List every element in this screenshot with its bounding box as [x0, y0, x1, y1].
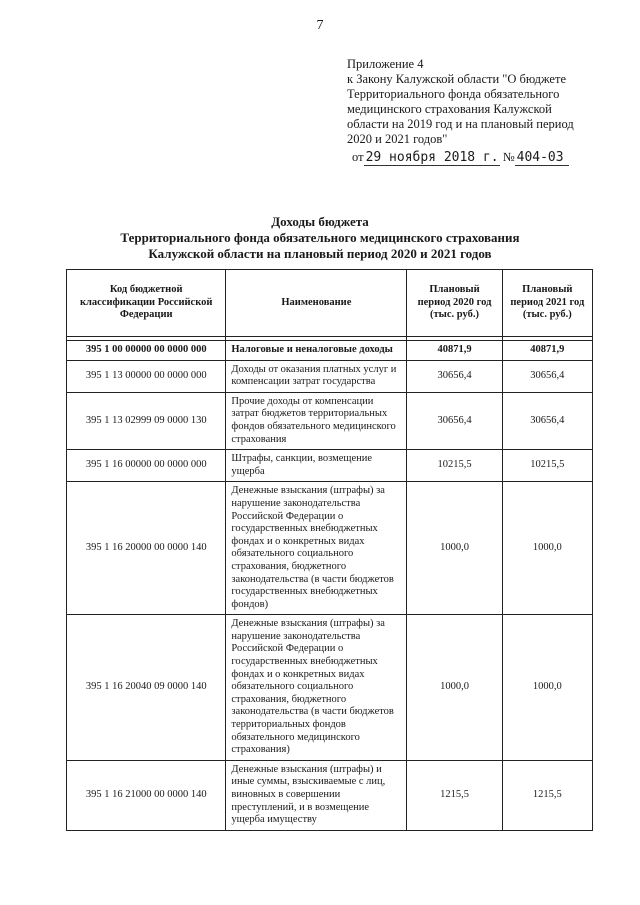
row-value-2021: 1000,0 [502, 482, 592, 615]
law-date-line [352, 150, 569, 166]
row-value-2021: 40871,9 [502, 341, 592, 361]
table-row [67, 615, 593, 761]
row-name: Доходы от оказания платных услуг и компенсации затрат государства [226, 360, 407, 392]
row-code: 395 1 16 20040 09 0000 140 [67, 615, 226, 761]
appendix-line: Территориального фонда обязательного [347, 87, 560, 101]
row-value-2020: 1000,0 [407, 482, 502, 615]
row-value-2021: 10215,5 [502, 450, 592, 482]
row-value-2021: 30656,4 [502, 392, 592, 449]
title-line: Доходы бюджета [271, 214, 369, 229]
row-code: 395 1 16 21000 00 0000 140 [67, 760, 226, 830]
title-line: Калужской области на плановый период 2020 и 2021 годов [148, 246, 492, 261]
row-value-2020: 30656,4 [407, 392, 502, 449]
appendix-line: области на 2019 год и на плановый период [347, 117, 574, 131]
row-value-2021: 1215,5 [502, 760, 592, 830]
row-code: 395 1 00 00000 00 0000 000 [67, 341, 226, 361]
appendix-line: медицинского страхования Калужской [347, 102, 552, 116]
document-title [0, 214, 640, 262]
header-2021: Плановый период 2021 год (тыс. руб.) [502, 270, 592, 337]
row-code: 395 1 16 20000 00 0000 140 [67, 482, 226, 615]
appendix-note [347, 57, 617, 147]
appendix-line: Приложение 4 [347, 57, 424, 71]
row-value-2020: 10215,5 [407, 450, 502, 482]
row-name: Прочие доходы от компенсации затрат бюджетов территориальных фондов обязательного медицинского страхования [226, 392, 407, 449]
table-row [67, 482, 593, 615]
row-value-2020: 40871,9 [407, 341, 502, 361]
law-date: 29 ноября 2018 г. [365, 150, 499, 165]
budget-revenue-table [66, 269, 593, 831]
row-value-2020: 1000,0 [407, 615, 502, 761]
title-line: Территориального фонда обязательного медицинского страхования [120, 230, 520, 245]
header-code: Код бюджетной классификации Российской Федерации [67, 270, 226, 337]
page-number: 7 [316, 18, 324, 33]
appendix-line: 2020 и 2021 годов" [347, 132, 448, 146]
row-value-2020: 30656,4 [407, 360, 502, 392]
law-number: 404-03 [515, 150, 569, 166]
table-row [67, 341, 593, 361]
row-value-2021: 1000,0 [502, 615, 592, 761]
table-row [67, 360, 593, 392]
row-name: Налоговые и неналоговые доходы [226, 341, 407, 361]
table-row [67, 760, 593, 830]
header-name: Наименование [226, 270, 407, 337]
row-name: Денежные взыскания (штрафы) за нарушение законодательства Российской Федерации о государственных внебюджетных фондах и о конкретных видах обязательного социального страхования, бюджетного законодательства (в части бюджетов государственных внебюджетных фондов) [226, 482, 407, 615]
row-name: Штрафы, санкции, возмещение ущерба [226, 450, 407, 482]
row-code: 395 1 13 00000 00 0000 000 [67, 360, 226, 392]
number-prefix: № [502, 150, 515, 164]
row-name: Денежные взыскания (штрафы) за нарушение законодательства Российской Федерации о государственных внебюджетных фондах и о конкретных видах обязательного социального страхования, бюджетного законодательства (в части бюджетов территориальных фондов обязательного медицинского страхования) [226, 615, 407, 761]
appendix-line: к Закону Калужской области "О бюджете [347, 72, 566, 86]
header-2020: Плановый период 2020 год (тыс. руб.) [407, 270, 502, 337]
table-row [67, 392, 593, 449]
table-header-row [67, 270, 593, 337]
row-value-2020: 1215,5 [407, 760, 502, 830]
row-value-2021: 30656,4 [502, 360, 592, 392]
row-name: Денежные взыскания (штрафы) и иные суммы, взыскиваемые с лиц, виновных в совершении преступлений, и в возмещение ущерба имуществу [226, 760, 407, 830]
table-row [67, 450, 593, 482]
date-prefix: от [352, 150, 364, 164]
row-code: 395 1 16 00000 00 0000 000 [67, 450, 226, 482]
row-code: 395 1 13 02999 09 0000 130 [67, 392, 226, 449]
